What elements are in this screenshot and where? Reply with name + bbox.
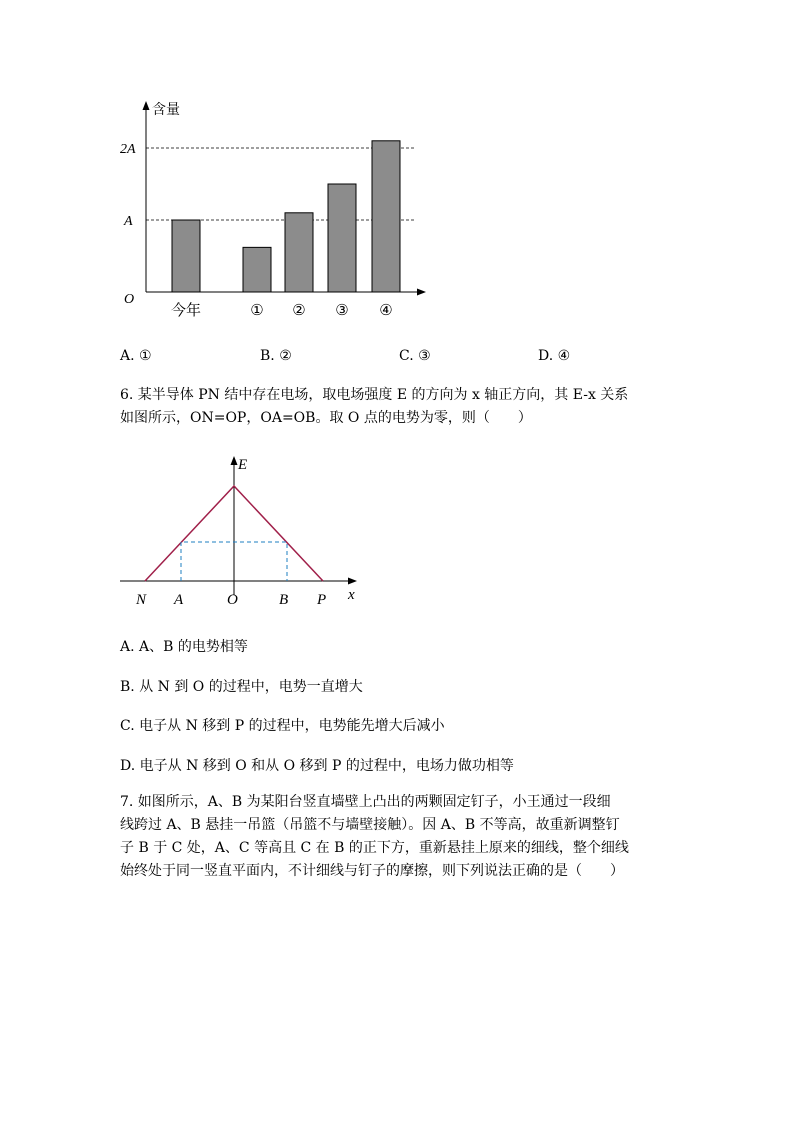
bar-0 <box>172 220 200 292</box>
y-axis-arrow <box>231 456 238 465</box>
option-d <box>538 349 570 363</box>
question-7-stem <box>120 791 680 883</box>
x-axis-arrow <box>417 289 426 296</box>
q6-option-b: B. 从 N 到 O 的过程中，电势一直增大 <box>120 679 363 695</box>
bar-2 <box>285 213 313 292</box>
option-b-label: B. <box>260 348 275 364</box>
question-7-line-1: 7. 如图所示，A、B 为某阳台竖直墙壁上凸出的两颗固定钉子，小王通过一段细 <box>120 794 611 810</box>
point-p-label: P <box>317 592 327 608</box>
y-axis-label-e: E <box>238 457 248 473</box>
content-bar-chart <box>110 95 440 330</box>
point-n-label: N <box>136 592 147 608</box>
category-label-3: ③ <box>335 303 349 319</box>
category-label-0: 今年 <box>170 303 202 319</box>
question-6-stem <box>120 384 680 430</box>
x-axis-arrow <box>348 578 357 585</box>
q6-option-c: C. 电子从 N 移到 P 的过程中，电势能先增大后减小 <box>120 718 445 734</box>
option-a-label: A. <box>120 348 135 364</box>
question-6-line-1: 6. 某半导体 PN 结中存在电场，取电场强度 E 的方向为 x 轴正方向，其 E-x 关系 <box>120 387 629 403</box>
option-b-text: ② <box>279 348 292 364</box>
x-axis-label-x: x <box>348 587 355 603</box>
category-label-1: ① <box>250 303 264 319</box>
point-o-label: O <box>227 592 238 608</box>
origin-label: O <box>124 292 135 307</box>
category-label-2: ② <box>292 303 306 319</box>
bar-4 <box>372 141 400 292</box>
y-tick-a: A <box>124 214 133 229</box>
option-d-text: ④ <box>557 348 571 364</box>
y-axis-label: 含量 <box>152 103 180 118</box>
option-c-label: C. <box>399 348 414 364</box>
option-a-text: ① <box>139 348 152 364</box>
point-a-label: A <box>174 592 184 608</box>
question-6-line-2: 如图所示，ON=OP，OA=OB。取 O 点的电势为零，则（ ） <box>120 410 532 426</box>
option-c-text: ③ <box>418 348 431 364</box>
question-7-line-4: 始终处于同一竖直平面内，不计细线与钉子的摩擦，则下列说法正确的是（ ） <box>120 863 624 879</box>
q6-option-a: A. A、B 的电势相等 <box>120 639 248 655</box>
category-label-4: ④ <box>379 303 393 319</box>
option-d-label: D. <box>538 348 554 364</box>
option-a <box>120 349 152 363</box>
point-b-label: B <box>279 592 289 608</box>
bar-1 <box>243 247 271 292</box>
e-x-graph <box>115 450 375 610</box>
question-7-line-3: 子 B 于 C 处，A、C 等高且 C 在 B 的正下方，重新悬挂上原来的细线，整个细线 <box>120 840 629 856</box>
question-7-line-2: 线跨过 A、B 悬挂一吊篮（吊篮不与墙壁接触）。因 A、B 不等高，故重新调整钉 <box>120 817 620 833</box>
bar-3 <box>328 184 356 292</box>
option-c <box>399 349 431 363</box>
y-axis-arrow <box>143 101 150 110</box>
q6-option-d: D. 电子从 N 移到 O 和从 O 移到 P 的过程中，电场力做功相等 <box>120 758 514 774</box>
option-b <box>260 349 292 363</box>
y-tick-2a: 2A <box>120 142 136 157</box>
